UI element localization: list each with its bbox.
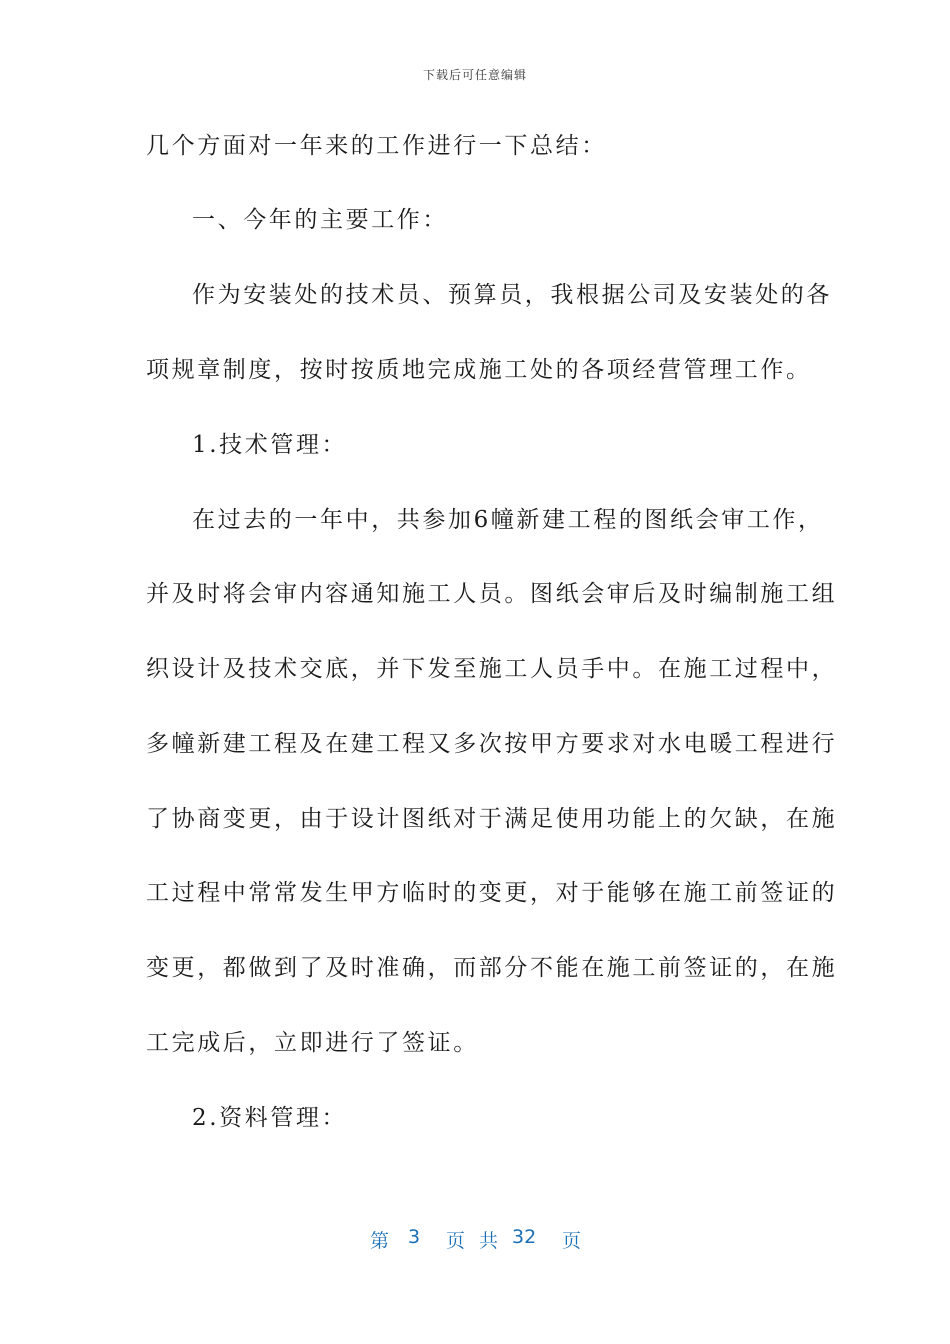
body-line: 在过去的一年中，共参加6幢新建工程的图纸会审工作， [192,507,824,533]
subsection-heading: 2.资料管理： [192,1105,348,1131]
footer-middle: 页 共 [446,1230,503,1252]
total-pages: 32 [512,1226,537,1248]
footer-suffix: 页 [562,1230,582,1252]
body-line: 作为安装处的技术员、预算员，我根据公司及安装处的各 [192,282,832,308]
body-line: 几个方面对一年来的工作进行一下总结： [146,133,607,159]
subsection-heading: 1.技术管理： [192,432,348,458]
body-line: 织设计及技术交底，并下发至施工人员手中。在施工过程中， [146,656,838,682]
body-line: 多幢新建工程及在建工程又多次按甲方要求对水电暖工程进行 [146,731,838,757]
footer-prefix: 第 [370,1230,390,1252]
body-line: 并及时将会审内容通知施工人员。图纸会审后及时编制施工组 [146,581,838,607]
body-line: 工过程中常常发生甲方临时的变更，对于能够在施工前签证的 [146,880,838,906]
body-line: 工完成后，立即进行了签证。 [146,1030,479,1056]
section-heading: 一、今年的主要工作： [192,207,448,233]
body-line: 项规章制度，按时按质地完成施工处的各项经营管理工作。 [146,357,812,383]
header-note: 下载后可任意编辑 [422,68,527,82]
body-line: 变更，都做到了及时准确，而部分不能在施工前签证的，在施 [146,955,838,981]
body-line: 了协商变更，由于设计图纸对于满足使用功能上的欠缺，在施 [146,806,838,832]
current-page-number: 3 [408,1226,421,1248]
